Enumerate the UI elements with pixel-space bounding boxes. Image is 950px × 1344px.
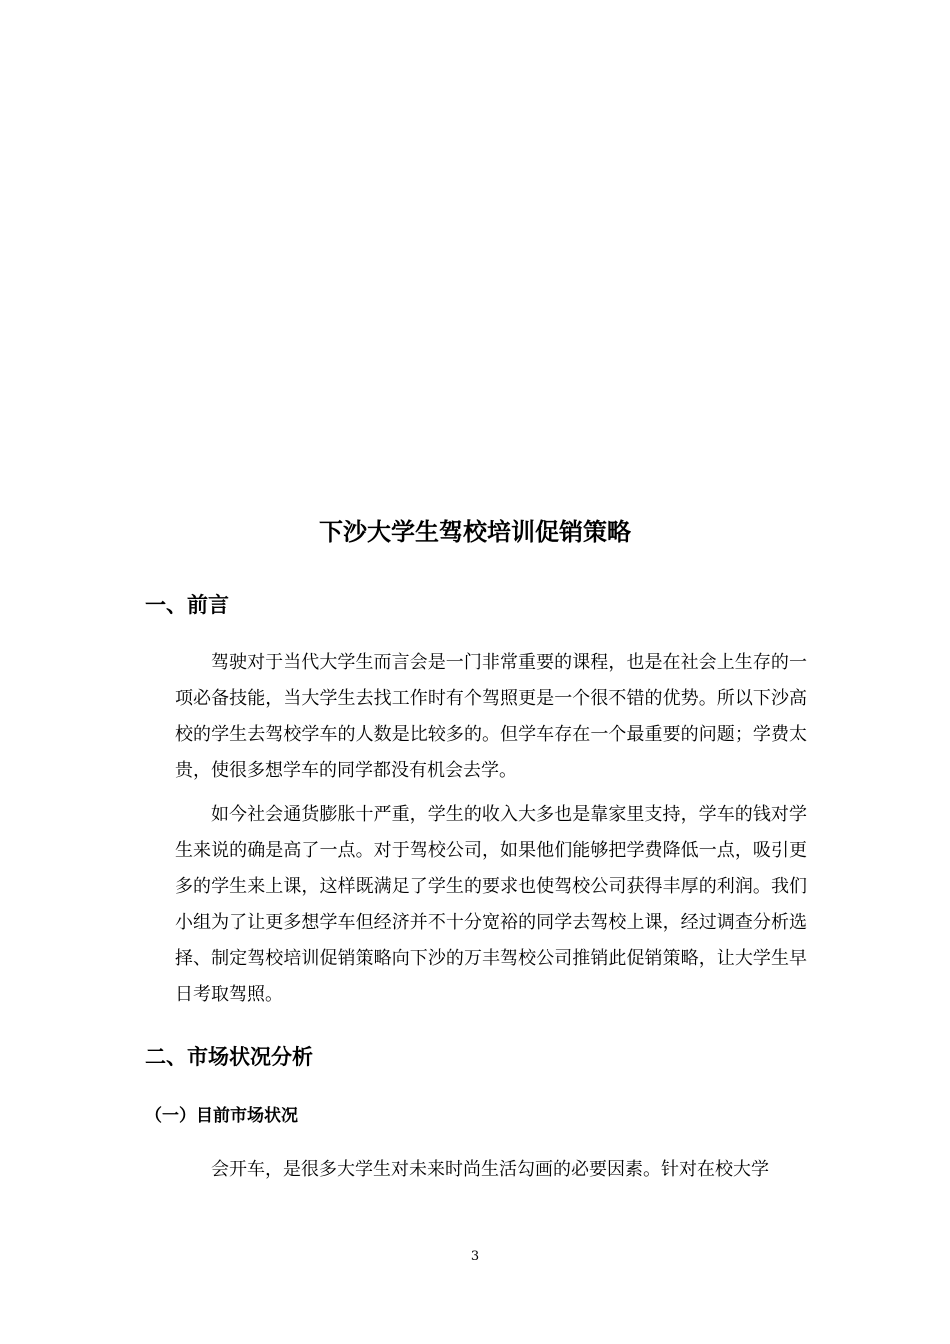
paragraph-current-market-1: 会开车，是很多大学生对未来时尚生活勾画的必要因素。针对在校大学 bbox=[211, 1159, 769, 1180]
paragraph-preface-2: 如今社会通货膨胀十严重，学生的收入大多也是靠家里支持，学车的钱对学生来说的确是高了一点。对于驾校公司，如果他们能够把学费降低一点，吸引更多的学生来上课，这样既满足了学生的要求也使驾校公司获得丰厚的利润。我们小组为了让更多想学车但经济并不十分宽裕的同学去驾校上课，经过调查分析选择、制定驾校培训促销策略向下沙的万丰驾校公司推销此促销策略，让大学生早日考取驾照。 bbox=[175, 804, 807, 1005]
paragraph-preface-1: 驾驶对于当代大学生而言会是一门非常重要的课程，也是在社会上生存的一项必备技能，当大学生去找工作时有个驾照更是一个很不错的优势。所以下沙高校的学生去驾校学车的人数是比较多的。但学车存在一个最重要的问题；学费太贵，使很多想学车的同学都没有机会去学。 bbox=[175, 652, 807, 781]
document-title: 下沙大学生驾校培训促销策略 bbox=[319, 518, 631, 546]
subsection-heading-current-market: （一）目前市场状况 bbox=[145, 1106, 298, 1126]
section-heading-preface: 一、前言 bbox=[145, 593, 229, 617]
section-heading-market-analysis: 二、市场状况分析 bbox=[145, 1045, 313, 1069]
page-number: 3 bbox=[470, 1249, 480, 1264]
